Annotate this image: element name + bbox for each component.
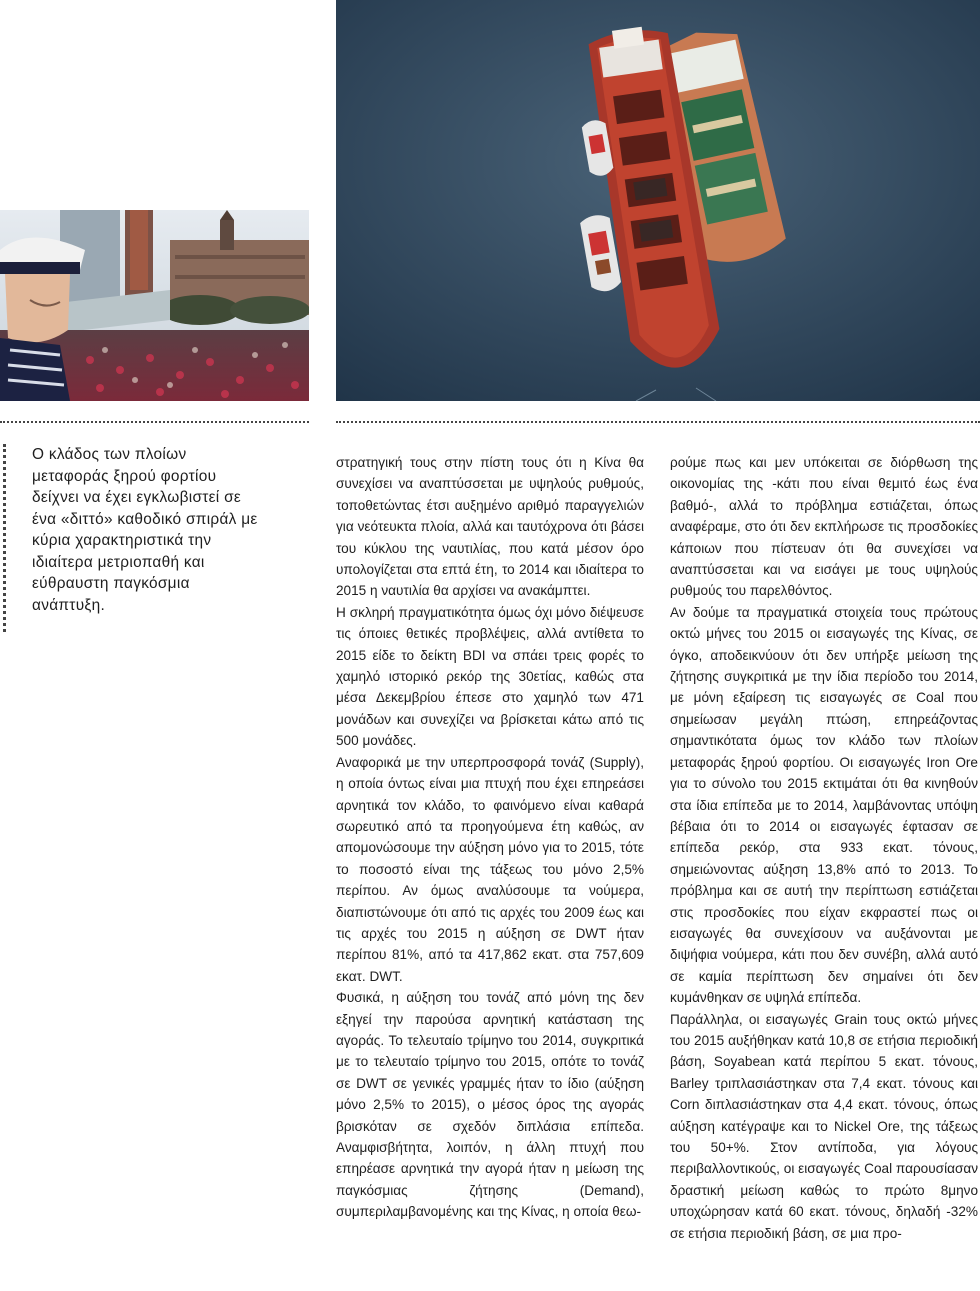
left-dotted-rule xyxy=(0,421,309,423)
sailor-photo-graphic xyxy=(0,210,309,401)
paragraph: Αν δούμε τα πραγματικά στοιχεία τους πρώτους οκτώ μήνες του 2015 οι εισαγωγές της Κίνας, σε όγκο, αποδεικνύουν ότι δεν υπήρξε μείωση της ζήτησης συγκριτικά με την ίδια περίοδο του 2014, με μόνη εξαίρεση τις εισαγωγές σε Coal που σημείωσαν μεγάλη πτώση, επηρεάζοντας σημαντικότατα όμως τον κλάδο των πλοίων μεταφοράς ξηρού φορτίου. Οι εισαγωγές Iron Ore για το σύνολο του 2015 εκτιμάται ότι θα κινηθούν στα ίδια επίπεδα με το 2014, λαμβάνοντας υπόψη βέβαια ότι το 2014 οι εισαγωγές έφτασαν σε επίπεδα ρεκόρ, στα 933 εκατ. τόνους, σημειώνοντας αύξηση 13,8% από το 2013. Το πρόβλημα και σε αυτή την περίπτωση εστιάζεται στις προσδοκίες που είχαν εκφραστεί πως οι εισαγωγές θα συνεχίσουν να αυξάνονται με διψήφια νούμερα, κάτι που δεν συνέβη, αλλά αυτό σε καμία περίπτωση δεν σημαίνει ότι δεν κυμάνθηκαν σε υψηλά επίπεδα. xyxy=(670,604,978,1006)
paragraph: Η σκληρή πραγματικότητα όμως όχι μόνο διέψευσε τις όποιες θετικές προβλέψεις, αλλά αντίθετα το 2015 είδε το δείκτη BDI να σπάει τρεις φορές το χαμηλό ιστορικό ρεκόρ της 30ετίας, καθώς στα μέσα Δεκεμβρίου έπεσε στο χαμηλό των 471 μονάδων και συνεχίζει να βρίσκεται κάτω από τις 500 μονάδες. xyxy=(336,604,644,749)
pull-quote: Ο κλάδος των πλοίων μεταφοράς ξηρού φορτίου δείχνει να έχει εγκλωβιστεί σε ένα «διττό» καθοδικό σπιράλ με κύρια χαρακτηριστικά την ιδιαίτερα μετριοπαθή και εύθραυστη παγκόσμια ανάπτυξη. xyxy=(32,446,258,614)
ship-photo-graphic xyxy=(336,0,980,401)
paragraph: Αναφορικά με την υπερπροσφορά τονάζ (Supply), η οποία όντως είναι μια πτυχή που έχει επηρεάσει αρνητικά τον κλάδο, το φαινόμενο είναι καθαρά σωρευτικό από τα προηγούμενα έτη καθώς, αν απομονώσουμε την αύξηση μόνο για το 2015, τότε το ποσοστό είναι της τάξεως του μόνο 2,5% περίπου. Αν όμως αναλύσουμε τα νούμερα, διαπιστώνουμε ότι από τις αρχές του 2009 έως και τις αρχές του 2015 η αύξηση σε DWT ήταν περίπου 81%, από τα 417,862 εκατ. στα 757,609 εκατ. DWT. xyxy=(336,754,644,984)
paragraph: στρατηγική τους στην πίστη τους ότι η Κίνα θα συνεχίσει να αναπτύσσεται με υψηλούς ρυθμούς, τοποθετώντας έτσι αυξημένο αριθμό παραγγελιών για νεότευκτα πλοία, αλλά και ταυτόχρονα ότι βάσει του κύκλου της ναυτιλίας, που κατά μέσον όρο υπολογίζεται στα επτά έτη, το 2014 και ιδιαίτερα το 2015 η ναυτιλία θα αρχίσει να ανακάμπτει. xyxy=(336,455,644,599)
article-column-3 xyxy=(670,452,978,1244)
bulk-carrier-aerial-photo xyxy=(336,0,980,401)
paragraph: Φυσικά, η αύξηση του τονάζ από μόνη της δεν εξηγεί την παρούσα αρνητική κατάσταση της αγοράς. Το τελευταίο τρίμηνο του 2014, συγκριτικά με το τελευταίο τρίμηνο του 2015, οπότε το τονάζ σε DWT σε γενικές γραμμές ήταν το ίδιο (αύξηση μόνο 2,5% το 2015), ο μέσος όρος της αγοράς βρισκόταν σε σχεδόν διπλάσια επίπεδα. Αναμφισβήτητα, λοιπόν, η άλλη πτυχή που επηρέασε αρνητικά την αγορά ήταν η μείωση της παγκόσμιας ζήτησης (Demand), συμπεριλαμβανομένης και της Κίνας, η οποία θεω- xyxy=(336,990,644,1220)
right-dotted-rule xyxy=(336,421,980,423)
paragraph: Παράλληλα, οι εισαγωγές Grain τους οκτώ μήνες του 2015 αυξήθηκαν κατά 10,8 σε ετήσια περιοδική βάση, Soyabean κατά περίπου 5 εκατ. τόνους, Barley τριπλασιάστηκαν στα 7,4 εκατ. τόνους και Corn διπλασιάστηκαν στα 4,4 εκατ. τόνους, όπως αύξηση κατέγραψε και το Nickel Ore, της τάξεως του 50+%. Στον αντίποδα, για λόγους περιβαλλοντικούς, οι εισαγωγές Coal παρουσίασαν δραστική μείωση καθώς το πρώτο 8μηνο υποχώρησαν κατά 60 εκατ. τόνους, δηλαδή -32% σε ετήσια περιοδική βάση, σε μια προ- xyxy=(670,1011,978,1241)
sailor-crowd-photo xyxy=(0,210,309,401)
pullquote-dotted-bar xyxy=(3,444,6,632)
paragraph: ρούμε πως και μεν υπόκειται σε διόρθωση της οικονομίας της -κάτι που είναι θεμιτό έως ένα βαθμό-, αλλά το πρόβλημα εστιάζεται, όπως αναφέραμε, στο ότι δεν εκπλήρωσε τις προσδοκίες κάποιων που πίστευαν ότι θα συνεχίσει να αναπτύσσεται και να εισάγει με τους υψηλούς ρυθμούς του παρελθόντος. xyxy=(670,455,978,599)
article-column-2 xyxy=(336,452,644,1223)
